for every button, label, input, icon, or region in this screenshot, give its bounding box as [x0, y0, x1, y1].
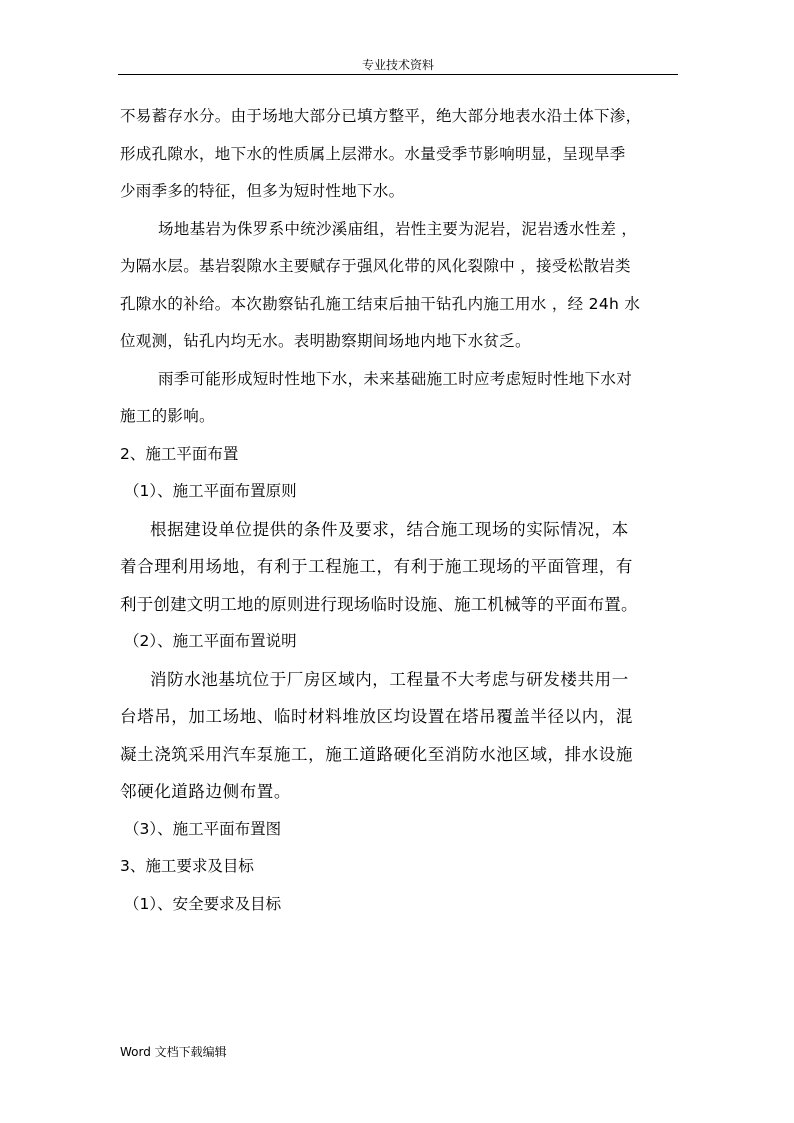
- paragraph-5-line-2: 台塔吊，加工场地、临时材料堆放区均设置在塔吊覆盖半径以内，混: [120, 707, 633, 726]
- paragraph-4-line-3: 利于创建文明工地的原则进行现场临时设施、施工机械等的平面布置。: [120, 594, 638, 614]
- subsection-heading-2-1: （1）、施工平面布置原则: [124, 482, 297, 500]
- paragraph-2-line-2: 为隔水层。基岩裂隙水主要赋存于强风化带的风化裂隙中 ，接受松散岩类: [120, 257, 631, 275]
- paragraph-3-line-1: 雨季可能形成短时性地下水，未来基础施工时应考虑短时性地下水对: [158, 369, 633, 388]
- page-footer: Word 文档下载编辑: [120, 1045, 227, 1059]
- paragraph-5-line-3: 凝土浇筑采用汽车泵施工，施工道路硬化至消防水池区域，排水设施: [120, 744, 633, 764]
- subsection-heading-3-1: （1）、安全要求及目标: [124, 894, 282, 913]
- section-heading-3: 3、施工要求及目标: [120, 857, 254, 875]
- paragraph-2-line-3: 孔隙水的补给。本次勘察钻孔施工结束后抽干钻孔内施工用水 ，经 24h 水: [120, 294, 641, 313]
- header-divider: [118, 74, 678, 75]
- page-header: 专业技术资料: [361, 58, 434, 72]
- paragraph-4-line-2: 着合理利用场地，有利于工程施工，有利于施工现场的平面管理，有: [120, 557, 633, 576]
- paragraph-5-line-4: 邻硬化道路边侧布置。: [120, 782, 291, 801]
- paragraph-1-line-2: 形成孔隙水，地下水的性质属上层滞水。水量受季节影响明显，呈现旱季: [120, 144, 626, 163]
- paragraph-2-line-1: 场地基岩为侏罗系中统沙溪庙组，岩性主要为泥岩，泥岩透水性差 ，: [158, 219, 638, 238]
- paragraph-5-line-1: 消防水池基坑位于厂房区域内，工程量不大考虑与研发楼共用一: [150, 669, 629, 689]
- document-body: [120, 98, 676, 923]
- paragraph-1-line-1: 不易蓄存水分。由于场地大部分已填方整平，绝大部分地表水沿土体下渗，: [120, 107, 642, 125]
- section-heading-2: 2、施工平面布置: [120, 444, 239, 463]
- subsection-heading-2-2: （2）、施工平面布置说明: [124, 632, 297, 650]
- paragraph-2-line-4: 位观测，钻孔内均无水。表明勘察期间场地内地下水贫乏。: [120, 332, 531, 350]
- paragraph-1-line-3: 少雨季多的特征，但多为短时性地下水。: [120, 182, 405, 200]
- paragraph-4-line-1: 根据建设单位提供的条件及要求，结合施工现场的实际情况，本: [150, 519, 629, 539]
- subsection-heading-2-3: （3）、施工平面布置图: [124, 819, 282, 838]
- paragraph-3-line-2: 施工的影响。: [120, 407, 215, 425]
